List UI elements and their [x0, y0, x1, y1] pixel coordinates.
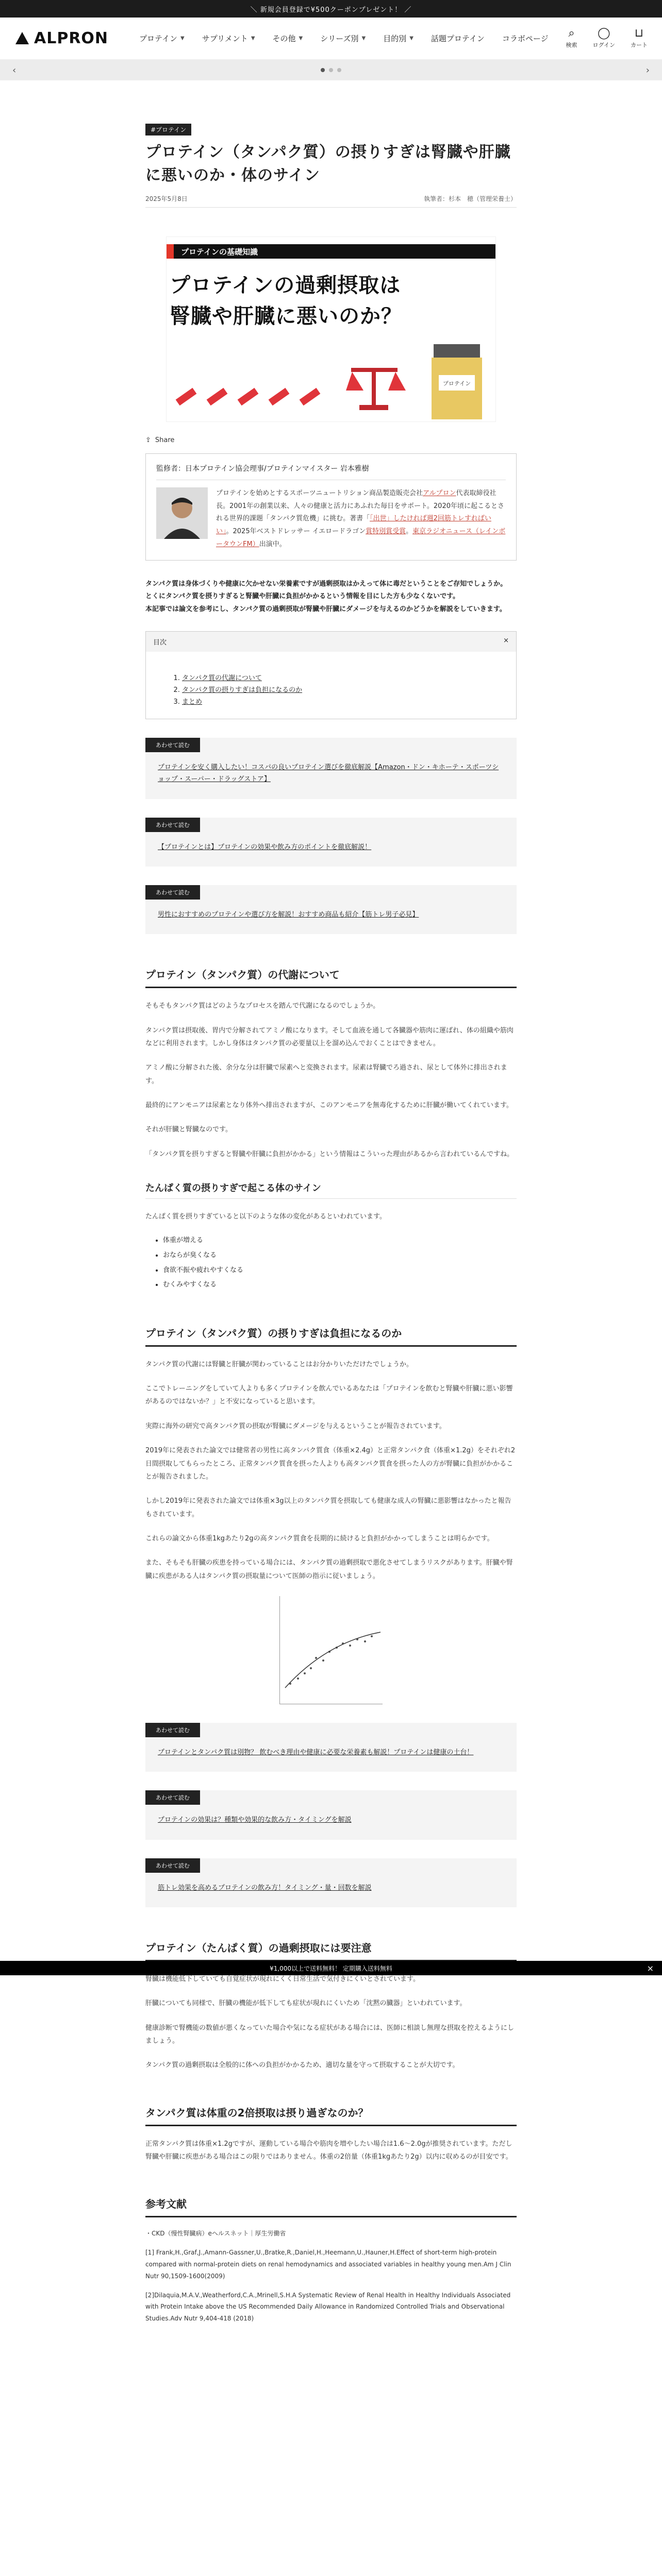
lead-paragraph: タンパク質は身体づくりや健康に欠かせない栄養素ですが過剰摂取はかえって体に毒だということをご存知でしょうか。	[145, 580, 507, 588]
lead-paragraph: とくにタンパク質を摂りすぎると腎臓や肝臓に負担がかかるという情報を目にした方も少なくないです。	[145, 592, 460, 601]
body-paragraph: たんぱく質を摂りすぎていると以下のような体の変化があるといわれています。	[145, 1213, 386, 1221]
share-icon: ⇪	[145, 436, 151, 444]
nav-item-collab[interactable]: コラボページ	[502, 34, 549, 43]
toc-list	[146, 652, 516, 719]
section-heading: プロテイン（タンパク質）の摂りすぎは負担になるのか	[145, 1326, 517, 1347]
related-article-card[interactable]	[145, 1790, 517, 1839]
category-tag[interactable]: #プロテイン	[145, 124, 191, 135]
author: 執筆者：杉本 穂（管理栄養士）	[423, 195, 517, 202]
hero-category-strip: プロテインの基礎知識	[167, 244, 495, 259]
supervisor-title: 監修者：日本プロテイン協会理事/プロテインマイスター 岩本雅樹	[156, 463, 506, 480]
body-paragraph: アミノ酸に分解された後、余分な分は肝臓で尿素へと変換されます。尿素は腎臓でろ過され、尿として体外に排出されます。	[145, 1064, 507, 1085]
chevron-down-icon: ▼	[409, 36, 413, 41]
symptom-list	[145, 1233, 517, 1292]
body-paragraph: そもそもタンパク質はどのようなプロセスを踏んで代謝になるのでしょうか。	[145, 1002, 380, 1010]
lead-paragraph: 本記事では論文を参考にし、タンパク質の過剰摂取が腎臓や肝臓にダメージを与えるのかどうかを解説をしていきます。	[145, 605, 506, 613]
carousel-dot[interactable]	[337, 68, 341, 72]
body-paragraph: ここでトレーニングをしていて人よりも多くプロテインを飲んでいるあなたは「プロテインを飲むと腎臓や肝臓に悪い影響があるのではないか？」と不安になっていると思います。	[145, 1385, 513, 1406]
hero-heading	[170, 270, 402, 332]
page-title: プロテイン（タンパク質）の摂りすぎは腎臓や肝臓に悪いのか・体のサイン	[145, 143, 511, 184]
body-paragraph: タンパク質の代謝には腎臓と肝臓が関わっていることはお分かりいただけたでしょうか。	[145, 1360, 413, 1368]
bio-text: 代表取締役社長。2001年の創業以来、人々の健康と活力にあふれた毎日をサポート。2020年頃に起こるとされる世界的課題「タンパク質危機」に挑む。著書「	[216, 489, 504, 523]
header-icons	[566, 28, 648, 49]
list-item: • おならが臭くなる	[163, 1248, 517, 1263]
body-paragraph: 2019年に発表された論文では健常者の男性に高タンパク質食（体重×2.4g）と正常タンパク食（体重×1.2g）をそれぞれ2日間摂取してもらったところ、正常タンパク質食を摂った人よりも高タンパク質食を摂った人の方が腎臓に負担がかかることが報告されました。	[145, 1447, 516, 1481]
logo-text: ALPRON	[34, 29, 109, 47]
related-link[interactable]: 男性におすすめのプロテインや選び方を解説！おすすめ商品も紹介【筋トレ男子必見】	[158, 910, 419, 919]
hero-heading-line: プロテインの過剰摂取は	[170, 274, 401, 297]
related-tag: あわせて読む	[145, 818, 200, 832]
site-header	[0, 18, 662, 60]
avatar	[156, 487, 208, 539]
login-button[interactable]	[593, 28, 615, 49]
list-item: • 体重が増える	[163, 1233, 517, 1248]
radio-link[interactable]: 東京ラジオニュース（レインボータウンFM）	[216, 528, 506, 548]
protein-jar-icon	[432, 344, 482, 419]
cart-icon: ⊔	[634, 27, 644, 40]
body-paragraph: しかし2019年に発表された論文では体重×3g以上のタンパク質を摂取しても健康な成人の腎臓に悪影響はなかったと報告もされています。	[145, 1497, 511, 1518]
body-paragraph: タンパク質は摂取後、胃内で分解されてアミノ酸になります。そして血液を通して各臓器や筋肉に運ばれ、体の組織や筋肉などに利用されます。しかし身体はタンパク質の必要量以上を溜め込んでおくことはできません。	[145, 1026, 514, 1047]
carousel-dot[interactable]	[321, 68, 325, 72]
section-heading: プロテイン（たんぱく質）の過剰摂取には要注意	[145, 1940, 517, 1961]
section-heading: タンパク質は体重の2倍摂取は摂り過ぎなのか？	[145, 2105, 517, 2126]
announcement-text: ＼ 新規会員登録で¥500クーポンプレゼント！ ／	[250, 6, 412, 14]
nav-item-protein[interactable]: プロテイン ▼	[139, 34, 185, 43]
body-paragraph: 「タンパク質を摂りすぎると腎臓や肝臓に負担がかかる」という情報はこういった理由があるから言われているんですね。	[145, 1150, 514, 1158]
nav-item-trending[interactable]: 話題プロテイン	[431, 34, 485, 43]
cart-button[interactable]	[631, 28, 648, 49]
shipping-banner	[0, 1961, 662, 1975]
article	[145, 80, 517, 2325]
related-link[interactable]: プロテインを安く購入したい！コスパの良いプロテイン選びを徹底解説【Amazon・ドン・キホーテ・スポーツショップ・スーパー・ドラッグストア】	[158, 763, 499, 784]
reference-item: [1] Frank,H.,Graf,J.,Amann-Gassner,U.,Bratke,R.,Daniel,H.,Heemann,U.,Hauner,H.Effect of short-term high-protein compared with normal-protein diets on renal hemodynamics and associated variables in healthy young men.Am J Clin Nutr 90,1509-1600(2009)	[145, 2249, 511, 2280]
chevron-down-icon: ▼	[361, 36, 366, 41]
related-tag: あわせて読む	[145, 738, 200, 752]
hero-heading-line: 腎臓や肝臓に悪いのか？	[170, 304, 402, 328]
body-paragraph: 実際に海外の研究で高タンパク質の摂取が腎臓にダメージを与えるということが報告されています。	[145, 1422, 446, 1430]
references-list	[145, 2228, 517, 2325]
logo-mark-icon	[14, 31, 30, 46]
body-paragraph: また、そもそも肝臓の疾患を持っている場合には、タンパク質の過剰摂取で悪化させてしまうリスクがあります。肝臓や腎臓に疾患がある人はタンパク質の摂取量について医師の指示に従いましょう。	[145, 1559, 513, 1580]
close-icon[interactable]: ×	[647, 1963, 654, 1973]
body-paragraph: それが肝臓と腎臓なのです。	[145, 1126, 232, 1134]
related-article-card[interactable]	[145, 738, 517, 799]
body-paragraph: 健康診断で腎機能の数値が悪くなっていた場合や気になる症状がある場合には、医師に相談し無理な摂取を控えるようにしましょう。	[145, 2024, 515, 2045]
body-paragraph: 最終的にアンモニアは尿素となり体外へ排出されますが、このアンモニアを無毒化するために肝臓が働いてくれています。	[145, 1101, 513, 1110]
nav-item-purpose[interactable]: 目的別 ▼	[383, 34, 413, 43]
carousel-prev-icon[interactable]: ‹	[12, 64, 16, 76]
hero-illustration	[166, 344, 495, 421]
carousel-next-icon[interactable]: ›	[646, 64, 650, 76]
toc-item[interactable]: 1. タンパク質の代謝について	[182, 672, 516, 684]
related-article-card[interactable]	[145, 1858, 517, 1907]
cart-label: カート	[631, 42, 648, 48]
nav-item-series[interactable]: シリーズ別 ▼	[320, 34, 366, 43]
toc-item[interactable]: 2. タンパク質の摂りすぎは負担になるのか	[182, 684, 516, 696]
supervisor-bio	[216, 487, 506, 551]
close-icon[interactable]: ×	[503, 636, 509, 645]
share-button[interactable]	[145, 436, 517, 444]
subsection-heading: たんぱく質の摂りすぎで起こる体のサイン	[145, 1181, 517, 1199]
section-heading: プロテイン（タンパク質）の代謝について	[145, 967, 517, 988]
logo[interactable]	[14, 29, 108, 47]
global-nav	[139, 33, 549, 44]
related-tag: あわせて読む	[145, 1723, 200, 1737]
nav-item-other[interactable]: その他 ▼	[272, 34, 303, 43]
table-of-contents	[145, 631, 517, 719]
scale-icon	[346, 368, 406, 410]
announcement-bar[interactable]	[0, 0, 662, 18]
shipping-banner-text: ¥1,000以上で送料無料！ 定期購入送料無料	[270, 1964, 392, 1972]
body-paragraph: 正常タンパク質は体重×1.2gですが、運動している場合や筋肉を増やしたい場合は1.6〜2.0gが推奨されています。ただし腎臓や肝臓に疾患がある場合はこの限りではありません。体重の2倍量（体重1kgあたり2g）以内に収めるのが目安です。	[145, 2140, 512, 2161]
publish-date: 2025年5月8日	[145, 195, 188, 202]
list-item: • 食欲不振や疲れやすくなる	[163, 1263, 517, 1278]
toc-item[interactable]: 3. まとめ	[182, 696, 516, 708]
search-icon: ⌕	[568, 27, 575, 40]
toc-header	[146, 632, 516, 652]
related-tag: あわせて読む	[145, 885, 200, 900]
hero-image	[166, 236, 496, 422]
list-item: • むくみやすくなる	[163, 1278, 517, 1293]
carousel-dots	[321, 68, 341, 72]
lead-text	[145, 578, 517, 615]
related-link[interactable]: プロテインとタンパク質は別物？ 飲むべき理由や健康に必要な栄養素も解説！プロテインは健康の土台！	[158, 1748, 474, 1756]
supervisor-body	[156, 487, 506, 551]
related-article-card[interactable]	[145, 885, 517, 934]
references-heading: 参考文献	[145, 2196, 517, 2217]
company-link[interactable]: アルプロン	[423, 489, 456, 497]
related-link[interactable]: プロテインの効果は？種類や効果的な飲み方・タイミングを解説	[158, 1816, 352, 1824]
user-icon: ◯	[597, 27, 610, 40]
search-button[interactable]	[566, 28, 577, 49]
bio-text: 。	[406, 528, 413, 536]
svg-text:プロテイン: プロテイン	[442, 380, 471, 387]
related-link[interactable]: 筋トレ効果を高めるプロテインの飲み方！タイミング・量・回数を解説	[158, 1884, 372, 1892]
body-paragraph: 腎臓は機能低下していても自覚症状が現れにくく日常生活で気付きにくいとされています。	[145, 1975, 420, 1984]
related-article-card[interactable]	[145, 818, 517, 867]
reference-item[interactable]: ・CKD（慢性腎臓病）eヘルスネット｜厚生労働省	[145, 2230, 286, 2238]
promo-carousel	[0, 60, 662, 80]
bio-text: 出演中。	[259, 540, 286, 548]
bio-text: プロテインを始めとするスポーツニュートリション商品製造販売会社	[216, 489, 423, 497]
nav-item-supplement[interactable]: サプリメント ▼	[202, 34, 255, 43]
book-link[interactable]: 「出世」したければ週2回筋トレすればいい」	[216, 515, 491, 536]
carousel-dot[interactable]	[329, 68, 333, 72]
award-link[interactable]: 賞特別賞受賞	[366, 528, 406, 536]
scatter-graph-image	[279, 1596, 383, 1704]
dumbbell-icon	[176, 388, 321, 405]
related-tag: あわせて読む	[145, 1858, 200, 1873]
body-paragraph: タンパク質の過剰摂取は全般的に体への負担がかかるため、適切な量を守って摂取することが大切です。	[145, 2061, 459, 2070]
chevron-down-icon: ▼	[251, 36, 255, 41]
bio-text: 。2025年ベストドレッサー イエロードラゴン	[226, 528, 366, 536]
chevron-down-icon: ▼	[180, 36, 185, 41]
article-meta	[145, 194, 517, 208]
chevron-down-icon: ▼	[299, 36, 303, 41]
related-link[interactable]: 【プロテインとは】プロテインの効果や飲み方のポイントを徹底解説！	[158, 843, 372, 851]
person-icon	[156, 487, 208, 539]
related-article-card[interactable]	[145, 1723, 517, 1772]
body-paragraph: これらの論文から体重1kgあたり2gの高タンパク質食を長期的に続けると負担がかかってしまうことは明らかです。	[145, 1534, 494, 1543]
toc-title: 目次	[153, 638, 167, 647]
search-label: 検索	[566, 42, 577, 48]
graph-figure	[280, 1596, 383, 1704]
login-label: ログイン	[592, 42, 615, 48]
supervisor-box	[145, 453, 517, 561]
related-tag: あわせて読む	[145, 1790, 200, 1805]
share-label: Share	[155, 436, 175, 444]
reference-item: [2]Dilaquia,M.A.V.,Weatherford,C.A.,Mrinell,S.H.A Systematic Review of Renal Health in Healthy Individuals Associated with Protein Intake above the US Recommended Daily Allowance in Randomized Controlled Trials and Observational Studies.Adv Nutr 9,404-418 (2018)	[145, 2291, 511, 2323]
body-paragraph: 肝臓についても同様で、肝臓の機能が低下しても症状が現れにくいため「沈黙の臓器」といわれています。	[145, 1999, 467, 2008]
